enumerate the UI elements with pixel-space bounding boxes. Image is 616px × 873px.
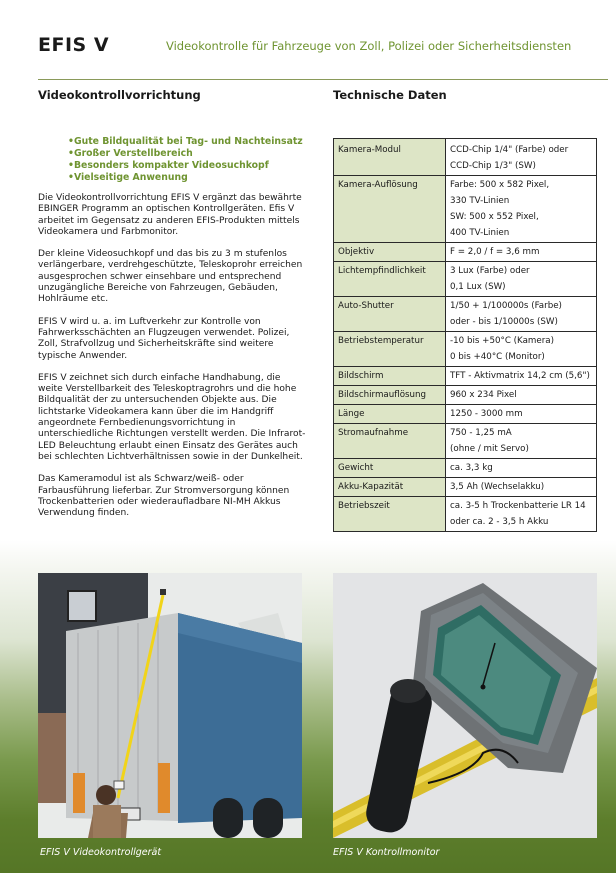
spec-value-line: -10 bis +50°C (Kamera) (450, 336, 555, 346)
spec-row (334, 478, 597, 497)
caption-truck-photo: EFIS V Videokontrollgerät (40, 847, 162, 858)
truck-inspection-illustration (38, 573, 302, 838)
feature-item: • Vielseitige Anwenung (68, 172, 306, 184)
spec-row (334, 424, 597, 459)
spec-value-line: oder ca. 2 - 3,5 h Akku (450, 517, 549, 527)
spec-value-line: (ohne / mit Servo) (450, 444, 529, 454)
spec-label: Lichtempfindlichkeit (334, 262, 446, 297)
spec-value (446, 459, 597, 478)
spec-row (334, 459, 597, 478)
photo-monitor (333, 573, 597, 838)
spec-value-line: 3,5 Ah (Wechselakku) (450, 482, 545, 492)
spec-value-line: SW: 500 x 552 Pixel, (450, 212, 539, 222)
spec-value (446, 405, 597, 424)
spec-value (446, 386, 597, 405)
spec-label: Kamera-Modul (334, 139, 446, 176)
spec-row (334, 262, 597, 297)
spec-value-line: oder - bis 1/10000s (SW) (450, 317, 558, 327)
monitor-illustration (333, 573, 597, 838)
feature-item: • Gute Bildqualität bei Tag- und Nachteinsatz (68, 136, 306, 148)
spec-value (446, 243, 597, 262)
spec-row (334, 297, 597, 332)
spec-row (334, 386, 597, 405)
spec-value-line: CCD-Chip 1/4" (Farbe) oder (450, 145, 569, 155)
spec-value-line: 960 x 234 Pixel (450, 390, 517, 400)
spec-row (334, 405, 597, 424)
spec-row (334, 497, 597, 532)
spec-value (446, 332, 597, 367)
description-column (38, 136, 306, 530)
spec-value-line: 750 - 1,25 mA (450, 428, 512, 438)
spec-value-line: 3 Lux (Farbe) oder (450, 266, 530, 276)
spec-label: Betriebszeit (334, 497, 446, 532)
spec-value (446, 139, 597, 176)
spec-value (446, 497, 597, 532)
spec-row (334, 367, 597, 386)
spec-row (334, 176, 597, 243)
spec-label: Gewicht (334, 459, 446, 478)
spec-value (446, 478, 597, 497)
spec-value-line: Farbe: 500 x 582 Pixel, (450, 180, 550, 190)
spec-value-line: ca. 3,3 kg (450, 463, 493, 473)
spec-value-line: F = 2,0 / f = 3,6 mm (450, 247, 540, 257)
feature-item: • Großer Verstellbereich (68, 148, 306, 160)
spec-label: Objektiv (334, 243, 446, 262)
spec-value-line: 330 TV-Linien (450, 196, 510, 206)
spec-label: Auto-Shutter (334, 297, 446, 332)
spec-value-line: CCD-Chip 1/3" (SW) (450, 161, 536, 171)
paragraph-users: EFIS V wird u. a. im Luftverkehr zur Kontrolle von Fahrwerksschächten an Flugzeugen verwendet. Polizei, Zoll, Strafvollzug und Sicherheitskräfte sind weitere typische Anwender. (38, 316, 290, 361)
spec-row (334, 332, 597, 367)
spec-label: Stromaufnahme (334, 424, 446, 459)
feature-item: • Besonders kompakter Videosuchkopf (68, 160, 306, 172)
spec-label: Länge (334, 405, 446, 424)
spec-value (446, 176, 597, 243)
right-section-heading: Technische Daten (333, 88, 447, 102)
page-subtitle: Videokontrolle für Fahrzeuge von Zoll, Polizei oder Sicherheitsdiensten (166, 39, 572, 53)
photo-truck-inspection (38, 573, 302, 838)
page-title: EFIS V (38, 34, 110, 56)
spec-value-line: 1/50 + 1/100000s (Farbe) (450, 301, 562, 311)
feature-list (68, 136, 306, 184)
spec-row (334, 243, 597, 262)
spec-label: Bildschirm (334, 367, 446, 386)
spec-label: Akku-Kapazität (334, 478, 446, 497)
spec-value-line: 0 bis +40°C (Monitor) (450, 352, 545, 362)
spec-label: Bildschirmauflösung (334, 386, 446, 405)
spec-value-line: TFT - Aktivmatrix 14,2 cm (5,6") (450, 371, 590, 381)
spec-value-line: 0,1 Lux (SW) (450, 282, 506, 292)
specs-table (333, 138, 597, 532)
spec-value (446, 262, 597, 297)
paragraph-handling: EFIS V zeichnet sich durch einfache Handhabung, die weite Verstellbarkeit des Teleskoptragrohrs und die hohe Bildqualität der zu untersuchenden Objekte aus. Die lichtstarke Videokamera kann über die im Handgriff angeordnete Fernbedienungsvorrichtung in unterschiedliche Richtungen verstellt werden. Die Infrarot-LED Beleuchtung erlaubt einen Einsatz des Gerätes auch bei schlechten Lichtverhältnissen sowie in der Dunkelheit. (38, 372, 306, 462)
spec-value-line: 400 TV-Linien (450, 228, 510, 238)
page-header (38, 30, 608, 80)
spec-label: Kamera-Auflösung (334, 176, 446, 243)
paragraph-power: Das Kameramodul ist als Schwarz/weiß- oder Farbausführung lieferbar. Zur Stromversorgung können Trockenbatterien oder wiederaufladbare NI-MH Akkus Verwendung finden. (38, 474, 290, 519)
spec-value (446, 297, 597, 332)
caption-monitor-photo: EFIS V Kontrollmonitor (333, 847, 440, 858)
spec-value (446, 367, 597, 386)
spec-label: Betriebstemperatur (334, 332, 446, 367)
paragraph-reach: Der kleine Videosuchkopf und das bis zu 3 m stufenlos verlängerbare, verdrehgeschützte, Teleskoprohr erreichen ausgesprochen schwer einsehbare und entsprechend unzugängliche Bereiche von Fahrzeugen, Gebäuden, Hohlräume etc. (38, 249, 303, 305)
paragraph-intro: Die Videokontrollvorrichtung EFIS V ergänzt das bewährte EBINGER Programm an optischen Kontrollgeräten. Efis V arbeitet im Gegensatz zu anderen EFIS-Produkten mittels Videokamera und Farbmonitor. (38, 193, 302, 237)
spec-value-line: ca. 3-5 h Trockenbatterie LR 14 (450, 501, 586, 511)
spec-row (334, 139, 597, 176)
spec-value-line: 1250 - 3000 mm (450, 409, 523, 419)
left-section-heading: Videokontrollvorrichtung (38, 88, 201, 102)
spec-value (446, 424, 597, 459)
